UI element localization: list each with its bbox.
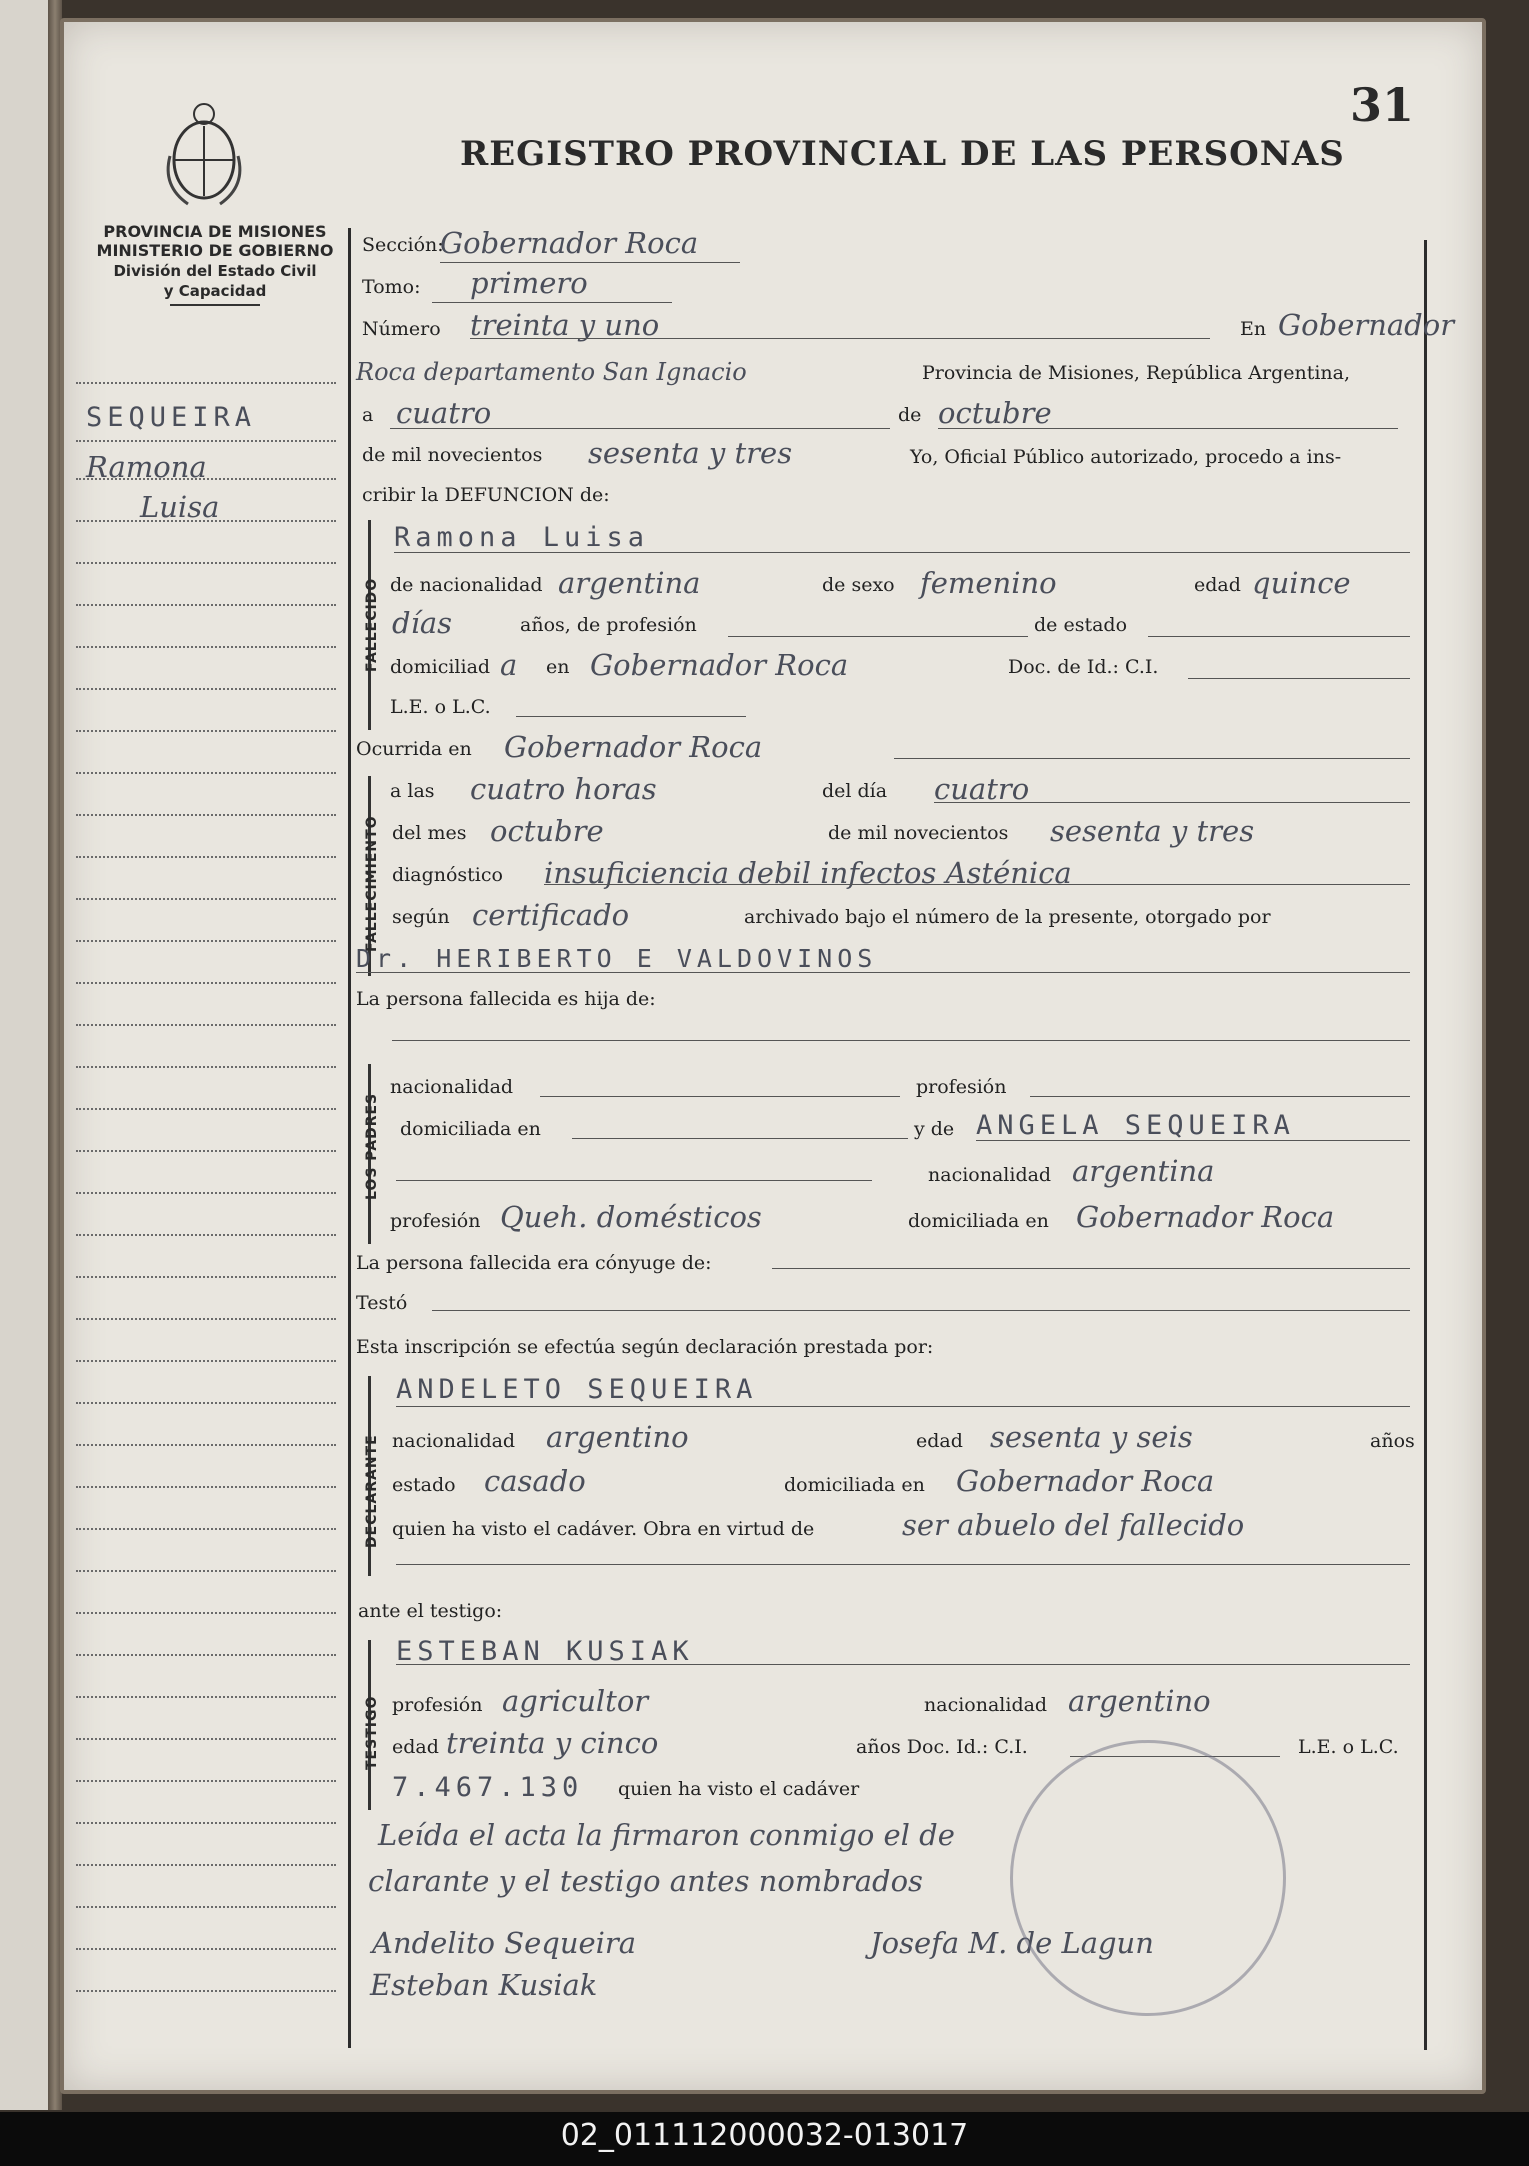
value-nombre: Ramona Luisa xyxy=(394,522,650,553)
office-division: División del Estado Civil xyxy=(113,262,317,280)
fill-line xyxy=(432,302,672,303)
label-t-edad: edad xyxy=(392,1736,439,1758)
label-p-profesion2: profesión xyxy=(390,1210,481,1232)
label-p-domiciliada2: domiciliada en xyxy=(908,1210,1049,1232)
label-inscribir: cribir la DEFUNCION de: xyxy=(362,484,610,506)
label-conyuge: La persona fallecida era cónyuge de: xyxy=(356,1252,712,1274)
value-madre-nac: argentina xyxy=(1072,1154,1215,1188)
office-ministry: MINISTERIO DE GOBIERNO xyxy=(96,241,334,260)
fill-line xyxy=(772,1268,1410,1269)
label-tomo: Tomo: xyxy=(362,276,421,298)
fill-line xyxy=(396,1180,872,1181)
value-edad2: días xyxy=(392,606,453,640)
value-ocurrida: Gobernador Roca xyxy=(504,730,763,764)
fill-line xyxy=(396,1664,1410,1665)
label-p-nacionalidad: nacionalidad xyxy=(390,1076,514,1098)
label-d-domiciliada: domiciliada en xyxy=(784,1474,925,1496)
value-tomo: primero xyxy=(470,266,588,300)
label-en: En xyxy=(1240,318,1267,340)
side-label-fallecimiento: FALLECIMIENTO xyxy=(364,815,380,952)
signature-oficial: Josefa M. de Lagun xyxy=(870,1926,1154,1960)
value-anio: sesenta y tres xyxy=(588,436,793,470)
label-d-estado: estado xyxy=(392,1474,456,1496)
label-domiciliad: domiciliad xyxy=(390,656,491,678)
label-del-dia: del día xyxy=(822,780,888,802)
fill-line xyxy=(1148,636,1410,637)
fill-line xyxy=(1188,678,1410,679)
value-edad1: quince xyxy=(1252,566,1351,600)
value-segun: certificado xyxy=(472,898,630,932)
fill-line xyxy=(976,1140,1410,1141)
value-decl-estado: casado xyxy=(484,1464,586,1498)
label-t-le: L.E. o L.C. xyxy=(1298,1736,1399,1758)
value-diagnostico: insuficiencia debil infectos Asténica xyxy=(544,856,1072,890)
margin-name1: Ramona xyxy=(86,450,207,484)
label-provincia: Provincia de Misiones, República Argentina, xyxy=(922,362,1351,384)
value-dia2: cuatro xyxy=(934,772,1030,806)
label-del-mes: del mes xyxy=(392,822,467,844)
fill-line xyxy=(356,972,1410,973)
fill-line xyxy=(934,802,1410,803)
label-ocurrida: Ocurrida en xyxy=(356,738,472,760)
fill-line xyxy=(544,884,1410,885)
value-en: Gobernador xyxy=(1278,308,1455,342)
label-segun: según xyxy=(392,906,450,928)
value-nacionalidad: argentina xyxy=(558,566,701,600)
value-test-prof: agricultor xyxy=(502,1684,649,1718)
side-label-testigo: TESTIGO xyxy=(364,1695,380,1770)
coat-of-arms-icon xyxy=(158,96,250,214)
label-archivado: archivado bajo el número de la presente, otorgado por xyxy=(744,906,1271,928)
fill-line xyxy=(390,428,890,429)
fill-line xyxy=(572,1138,908,1139)
label-seccion: Sección: xyxy=(362,234,444,256)
label-t-profesion: profesión xyxy=(392,1694,483,1716)
value-declarante: ANDELETO SEQUEIRA xyxy=(396,1374,758,1405)
label-en2: en xyxy=(546,656,570,678)
label-testo: Testó xyxy=(356,1292,408,1314)
value-domicilio: Gobernador Roca xyxy=(590,648,849,682)
label-numero: Número xyxy=(362,318,441,340)
fill-line xyxy=(938,428,1398,429)
label-d-edad: edad xyxy=(916,1430,963,1452)
value-hora: cuatro horas xyxy=(470,772,657,806)
value-sexo: femenino xyxy=(920,566,1057,600)
value-domicilio-sufijo: a xyxy=(500,648,518,682)
fill-line xyxy=(396,1406,1410,1407)
fill-line xyxy=(396,1564,1410,1565)
label-t-nacionalidad: nacionalidad xyxy=(924,1694,1048,1716)
value-test-ci: 7.467.130 xyxy=(392,1772,584,1803)
main-right-border xyxy=(1424,240,1427,2050)
label-sexo: de sexo xyxy=(822,574,895,596)
value-madre: ANGELA SEQUEIRA xyxy=(976,1110,1295,1141)
label-ante-testigo: ante el testigo: xyxy=(358,1600,503,1622)
label-p-domiciliada: domiciliada en xyxy=(400,1118,541,1140)
label-inscripcion: Esta inscripción se efectúa según declaración prestada por: xyxy=(356,1336,934,1358)
signature-declarante: Andelito Sequeira xyxy=(372,1926,637,1960)
label-d-nacionalidad: nacionalidad xyxy=(392,1430,516,1452)
office-capacity: y Capacidad xyxy=(163,282,267,300)
value-madre-dom: Gobernador Roca xyxy=(1076,1200,1335,1234)
office-header xyxy=(80,222,350,306)
label-a-las: a las xyxy=(390,780,435,802)
value-medico: Dr. HERIBERTO E VALDOVINOS xyxy=(356,944,878,973)
main-left-border xyxy=(348,228,351,2048)
label-anios-prof: años, de profesión xyxy=(520,614,697,636)
value-decl-edad: sesenta y seis xyxy=(990,1420,1193,1454)
value-decl-nac: argentino xyxy=(546,1420,689,1454)
label-yo: Yo, Oficial Público autorizado, procedo a ins- xyxy=(910,446,1342,468)
value-anio2: sesenta y tres xyxy=(1050,814,1255,848)
value-cierre2: clarante y el testigo antes nombrados xyxy=(368,1864,923,1898)
fill-line xyxy=(432,1310,1410,1311)
value-mes: octubre xyxy=(938,396,1052,430)
fill-line xyxy=(470,338,1210,339)
label-t-anios: años Doc. Id.: C.I. xyxy=(856,1736,1028,1758)
label-p-nacionalidad2: nacionalidad xyxy=(928,1164,1052,1186)
office-province: PROVINCIA DE MISIONES xyxy=(103,222,327,241)
label-y-de: y de xyxy=(914,1118,955,1140)
label-hija-de: La persona fallecida es hija de: xyxy=(356,988,656,1010)
value-cierre1: Leída el acta la firmaron conmigo el de xyxy=(378,1818,955,1852)
margin-name2: Luisa xyxy=(140,490,220,524)
official-stamp xyxy=(1010,1740,1286,2016)
label-edad: edad xyxy=(1194,574,1241,596)
value-madre-prof: Queh. domésticos xyxy=(500,1200,762,1234)
label-d-anios: años xyxy=(1370,1430,1415,1452)
header-rule xyxy=(170,304,260,306)
fill-line xyxy=(394,552,1410,553)
label-p-profesion: profesión xyxy=(916,1076,1007,1098)
label-de: de xyxy=(898,404,922,426)
label-a: a xyxy=(362,404,374,426)
signature-testigo: Esteban Kusiak xyxy=(370,1968,598,2002)
fill-line xyxy=(440,262,740,263)
value-testigo: ESTEBAN KUSIAK xyxy=(396,1636,694,1667)
value-mes2: octubre xyxy=(490,814,604,848)
value-dia: cuatro xyxy=(396,396,492,430)
page-title: REGISTRO PROVINCIAL DE LAS PERSONAS xyxy=(460,134,1345,174)
value-localidad: Roca departamento San Ignacio xyxy=(356,358,747,386)
page-number: 31 xyxy=(1350,78,1415,132)
value-decl-dom: Gobernador Roca xyxy=(956,1464,1215,1498)
value-decl-virtud: ser abuelo del fallecido xyxy=(902,1508,1245,1542)
image-caption: 02_011112000032-013017 xyxy=(560,2118,969,2153)
label-diagnostico: diagnóstico xyxy=(392,864,503,886)
fill-line xyxy=(540,1096,900,1097)
label-de-estado: de estado xyxy=(1034,614,1128,636)
value-test-edad: treinta y cinco xyxy=(446,1726,659,1760)
side-label-declarante: DECLARANTE xyxy=(364,1434,380,1548)
fill-line xyxy=(392,1040,1410,1041)
label-d-quien: quien ha visto el cadáver. Obra en virtud de xyxy=(392,1518,815,1540)
fill-line xyxy=(728,636,1028,637)
fill-line xyxy=(1030,1096,1410,1097)
label-le-lc: L.E. o L.C. xyxy=(390,696,491,718)
label-de-mil2: de mil novecientos xyxy=(828,822,1009,844)
fill-line xyxy=(516,716,746,717)
label-doc: Doc. de Id.: C.I. xyxy=(1008,656,1159,678)
value-numero: treinta y uno xyxy=(470,308,660,342)
margin-surname: SEQUEIRA xyxy=(86,402,257,433)
adjacent-page xyxy=(0,0,51,2110)
fill-line xyxy=(894,758,1410,759)
side-label-padres: LOS PADRES xyxy=(364,1092,380,1200)
side-label-fallecido: FALLECIDO xyxy=(364,577,380,672)
value-seccion: Gobernador Roca xyxy=(440,226,699,260)
label-t-quien: quien ha visto el cadáver xyxy=(618,1778,860,1800)
label-nacionalidad: de nacionalidad xyxy=(390,574,543,596)
value-test-nac: argentino xyxy=(1068,1684,1211,1718)
label-de-mil: de mil novecientos xyxy=(362,444,543,466)
